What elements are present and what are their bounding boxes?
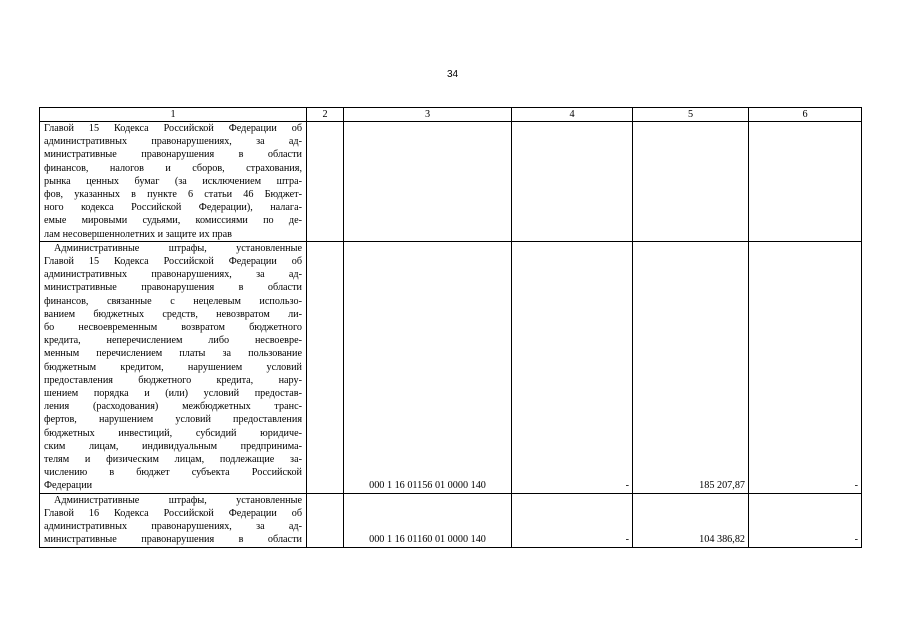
row-budget-code: 000 1 16 01156 01 0000 140 xyxy=(344,241,512,493)
row-col-4: - xyxy=(512,493,633,547)
header-col-5: 5 xyxy=(633,108,749,122)
description-line: бо несвоевременным возвратом бюджетного xyxy=(44,322,302,334)
description-line: рынка ценных бумаг (за исключением штра- xyxy=(44,175,302,187)
row-col-6 xyxy=(749,122,862,242)
description-line: ного кодекса Российской Федерации), налага- xyxy=(44,202,302,214)
row-col-4 xyxy=(512,122,633,242)
table-body xyxy=(40,122,862,548)
row-description xyxy=(40,122,307,242)
description-line: административных правонарушениях, за ад- xyxy=(44,521,302,533)
row-col-2 xyxy=(307,493,344,547)
description-line: бюджетных инвестиций, субсидий юридиче- xyxy=(44,427,302,439)
budget-table xyxy=(39,107,862,548)
description-line: Административные штрафы, установленные xyxy=(54,494,302,506)
description-line: ления (расходования) межбюджетных транс- xyxy=(44,401,302,413)
description-line: лам несовершеннолетних и защите их прав xyxy=(44,228,232,240)
description-line: менным перечислением платы за пользование xyxy=(44,348,302,360)
header-col-4: 4 xyxy=(512,108,633,122)
description-line: Главой 16 Кодекса Российской Федерации об xyxy=(44,507,302,519)
description-line: министративные правонарушения в области xyxy=(44,149,302,161)
header-col-3: 3 xyxy=(344,108,512,122)
row-amount: 104 386,82 xyxy=(633,493,749,547)
description-line: емые мировыми судьями, комиссиями по де- xyxy=(44,215,302,227)
header-col-6: 6 xyxy=(749,108,862,122)
description-line: телям и физическим лицам, подлежащие за- xyxy=(44,454,302,466)
description-line: кредита, неперечислением либо несвоевре- xyxy=(44,335,302,347)
table-header-row xyxy=(40,108,862,122)
row-col-6: - xyxy=(749,241,862,493)
description-line: Главой 15 Кодекса Российской Федерации об xyxy=(44,123,302,134)
header-col-2: 2 xyxy=(307,108,344,122)
row-description xyxy=(40,241,307,493)
row-description xyxy=(40,493,307,547)
description-line: предоставления бюджетного кредита, нару- xyxy=(44,374,302,386)
description-line: финансов, связанные с нецелевым использо- xyxy=(44,295,302,307)
description-line: фертов, нарушением условий предоставления xyxy=(44,414,302,426)
row-col-2 xyxy=(307,241,344,493)
description-line: административных правонарушениях, за ад- xyxy=(44,136,302,148)
row-amount: 185 207,87 xyxy=(633,241,749,493)
description-line: министративные правонарушения в области xyxy=(44,282,302,294)
description-line: числению в бюджет субъекта Российской xyxy=(44,467,302,479)
row-budget-code: 000 1 16 01160 01 0000 140 xyxy=(344,493,512,547)
table-row xyxy=(40,241,862,493)
description-line: Федерации xyxy=(44,480,93,492)
description-line: шением порядка и (или) условий предостав- xyxy=(44,388,302,400)
header-col-1: 1 xyxy=(40,108,307,122)
page-number: 34 xyxy=(446,69,459,80)
row-amount xyxy=(633,122,749,242)
description-line: Административные штрафы, установленные xyxy=(54,242,302,254)
description-line: ским лицам, индивидуальным предпринима- xyxy=(44,440,302,452)
description-line: Главой 15 Кодекса Российской Федерации об xyxy=(44,256,302,268)
description-line: бюджетным кредитом, нарушением условий xyxy=(44,361,302,373)
description-line: фов, указанных в пункте 6 статьи 46 Бюджет- xyxy=(44,189,302,201)
description-line: министративные правонарушения в области xyxy=(44,534,302,546)
table-row xyxy=(40,493,862,547)
description-line: административных правонарушениях, за ад- xyxy=(44,269,302,281)
row-col-6: - xyxy=(749,493,862,547)
description-line: ванием бюджетных средств, невозвратом ли- xyxy=(44,308,302,320)
row-budget-code xyxy=(344,122,512,242)
row-col-2 xyxy=(307,122,344,242)
row-col-4: - xyxy=(512,241,633,493)
description-line: финансов, налогов и сборов, страхования, xyxy=(44,162,302,174)
table-row xyxy=(40,122,862,242)
